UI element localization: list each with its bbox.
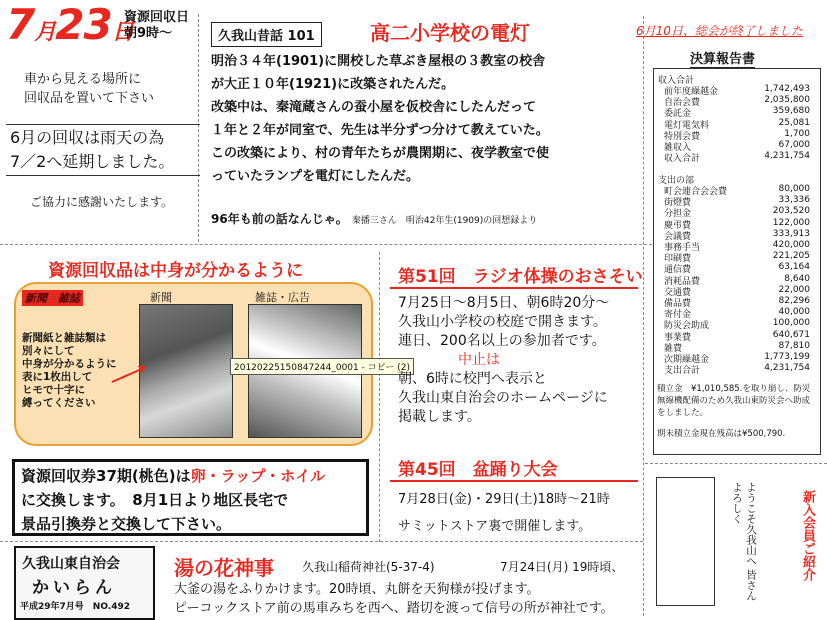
- finance-row-label: 自治会費: [664, 98, 701, 109]
- radio-body: [398, 294, 646, 427]
- finance-row-value: 203,520: [772, 206, 810, 217]
- divider-fin-bottom: [645, 463, 827, 464]
- finance-row-label: 雑費: [664, 343, 683, 354]
- finance-row-value: 221,205: [772, 251, 810, 262]
- bon-place: サミットストア裏で開催します。: [398, 519, 592, 534]
- finance-row: [664, 307, 814, 321]
- yu-line: ピーコックストア前の馬車みちを西へ、踏切を渡って信号の所が神社です。: [174, 601, 614, 616]
- divider-mid: [379, 252, 380, 542]
- finance-row-label: 印刷費: [664, 254, 692, 265]
- radio-line: 久我山東自治会のホームページに: [398, 390, 608, 406]
- finance-row-label: 委託金: [664, 109, 692, 120]
- story-credit: 秦播三さん 明治42年生(1909)の回想録より: [351, 216, 538, 226]
- finance-row-label: 次期繰越金: [664, 355, 710, 365]
- story-line: が大正１０年(1921)に改築されたんだ。: [211, 77, 455, 92]
- finance-row: [664, 206, 814, 220]
- divider-bottom: [0, 541, 643, 542]
- income-header: 収入合計: [658, 76, 695, 86]
- rain-note-line: 6月の回収は雨天の為: [10, 128, 165, 147]
- finance-row-label: 事務手当: [664, 243, 701, 253]
- story-line: 明治３４年(1901)に開校した草ぶき屋根の３教室の校舎: [211, 54, 546, 69]
- radio-rule: [390, 287, 638, 289]
- finance-row-value: 122,000: [772, 217, 810, 228]
- finance-row-label: 前年度繰越金: [664, 87, 719, 97]
- masthead-issue: 平成29年7月号 NO.492: [20, 602, 130, 612]
- member-message: ようこそ久我山へ 皆さんよろしく: [731, 482, 757, 601]
- arrow-icon: [110, 360, 150, 390]
- collection-date: [6, 0, 133, 49]
- finance-row-value: 8,640: [784, 273, 810, 284]
- yu-place: 久我山稲荷神社(5-37-4): [302, 560, 435, 574]
- finance-row-value: 67,000: [778, 140, 810, 150]
- date-month-suffix: 月: [34, 20, 56, 45]
- place-note-line: 回収品を置いて下さい: [24, 91, 155, 106]
- radio-line: 久我山小学校の校庭で開きます。: [398, 314, 607, 330]
- finance-row: [664, 352, 814, 363]
- yu-title: 湯の花神事: [174, 556, 274, 580]
- finance-balance: 期末積立金現在残高は¥500,790.: [657, 429, 786, 439]
- rain-postpone-note: [6, 124, 200, 176]
- label-newspaper: 新聞: [150, 291, 172, 304]
- yu-time: 7月24日(月) 19時頃、: [500, 560, 624, 574]
- finance-row: [664, 262, 814, 276]
- radio-line: 朝、6時に校門へ表示と: [398, 371, 547, 387]
- finance-row: [664, 274, 814, 285]
- instruction-line: ヒモで十字に: [22, 384, 85, 396]
- finance-row-value: 1,773,199: [764, 352, 810, 362]
- radio-title: 第51回 ラジオ体操のおさそい: [398, 267, 643, 287]
- finance-row: [664, 251, 814, 265]
- finance-row-value: 63,164: [778, 262, 810, 273]
- finance-row-label: 町会連合会会費: [664, 187, 728, 197]
- finance-row-value: 2,035,800: [764, 95, 810, 106]
- finance-row-value: 333,913: [772, 228, 810, 239]
- voucher-notice: [12, 459, 369, 536]
- place-note: [24, 70, 154, 108]
- masthead-name: 久我山東自治会: [22, 556, 120, 572]
- finance-row: [664, 229, 814, 240]
- finance-note: 積立金 ¥1,010,585.を取り崩し、防災無線機配備のため久我山東防災会へ助成をしました。: [657, 384, 811, 418]
- finance-row-value: 25,081: [778, 117, 810, 128]
- instruction-line: 縛ってください: [22, 397, 96, 409]
- finance-row-label: 通信費: [664, 265, 692, 276]
- bon-title: 第45回 盆踊り大会: [398, 460, 558, 480]
- finance-row-label: 分担金: [664, 209, 692, 220]
- finance-row: [664, 118, 814, 129]
- finance-row: [664, 106, 814, 120]
- voucher-line: 景品引換券と交換して下さい。: [21, 515, 232, 533]
- file-tooltip: 20120225150847244_0001 - コピー (2): [230, 358, 414, 375]
- thanks-note: ご協力に感謝いたします。: [30, 195, 174, 209]
- finance-row: [664, 84, 814, 95]
- finance-row: [664, 195, 814, 209]
- finance-row: [664, 151, 814, 165]
- newspaper-bundle-photo: [139, 304, 233, 438]
- finance-row: [664, 140, 814, 151]
- radio-cancel-heading: 中止は: [458, 352, 500, 368]
- collection-time: 朝9時～: [124, 26, 173, 41]
- finance-row: [664, 341, 814, 352]
- finance-row-value: 4,231,754: [764, 363, 810, 374]
- radio-line: 連日、200名以上の参加者です。: [398, 333, 606, 349]
- finance-row: [664, 218, 814, 229]
- finance-row: [664, 363, 814, 377]
- radio-line: 7月25日～8月5日、朝6時20分～: [398, 295, 610, 311]
- finance-row-value: 640,671: [772, 329, 810, 340]
- finance-row-value: 22,000: [778, 284, 810, 295]
- finance-title: 決算報告書: [690, 48, 755, 68]
- bon-date: 7月28日(金)・29日(土)18時～21時: [398, 492, 610, 507]
- finance-row-value: 1,742,493: [764, 84, 810, 94]
- voucher-line: に交換します。 8月1日より地区長宅で: [21, 491, 289, 509]
- finance-row: [664, 184, 814, 195]
- recycle-instructions: [22, 332, 117, 410]
- radio-line: 掲載します。: [398, 409, 481, 425]
- finance-row-value: 40,000: [778, 307, 810, 318]
- instruction-line: 表に1枚出して: [22, 371, 93, 383]
- finance-row-label: 寄付金: [664, 310, 692, 321]
- finance-row: [664, 318, 814, 332]
- date-day-suffix: 日: [111, 20, 133, 45]
- recycle-tag: 新聞・雑誌: [22, 290, 83, 306]
- finance-row-label: 事業費: [664, 332, 692, 343]
- story-closing: [211, 210, 537, 227]
- finance-row: [664, 296, 814, 307]
- divider-top: [0, 244, 652, 245]
- instruction-line: 新聞紙と雑誌類は: [22, 332, 106, 344]
- recycle-title: 資源回収品は中身が分かるように: [48, 261, 303, 281]
- finance-row: [664, 285, 814, 296]
- finance-row-value: 1,700: [784, 128, 810, 139]
- finance-row-label: 雑収入: [664, 143, 692, 153]
- meeting-note: 6月10日、総会が終了しました: [636, 24, 803, 38]
- finance-row-label: 収入合計: [664, 154, 701, 165]
- story-line: この改築により、村の青年たちが農閑期に、夜学教室で使: [211, 146, 550, 161]
- expense-header: 支出の部: [658, 176, 695, 186]
- member-photo-box: [656, 477, 715, 606]
- story-body: [211, 50, 621, 188]
- voucher-line: [21, 464, 360, 488]
- finance-row: [664, 129, 814, 140]
- rain-note-line: 7／2へ延期しました。: [10, 152, 175, 171]
- story-line: 改築中は、秦滝蔵さんの蚕小屋を仮校舎にしたんだって: [211, 100, 537, 115]
- member-title: 新入会員ご紹介: [800, 490, 815, 581]
- voucher-line1a: 資源回収券37期(桃色)は: [21, 467, 191, 485]
- finance-row-label: 慶弔費: [664, 220, 692, 231]
- finance-row-label: 会議費: [664, 231, 692, 242]
- finance-row-value: 82,296: [778, 296, 810, 306]
- story-series-tag: 久我山昔話 101: [211, 22, 322, 47]
- story-closing-text: 96年も前の話なんじゃ。: [211, 212, 348, 226]
- finance-row-label: 防災会助成: [664, 321, 710, 332]
- instruction-line: 中身が分かるように: [22, 358, 117, 370]
- finance-row-label: 街燈費: [664, 198, 692, 209]
- finance-row-label: 備品費: [664, 299, 692, 309]
- finance-row-label: 支出合計: [664, 366, 701, 377]
- finance-row-value: 80,000: [778, 184, 810, 194]
- story-title: 高二小学校の電灯: [370, 21, 530, 45]
- finance-row-label: 電灯電気料: [664, 120, 710, 131]
- finance-row-value: 100,000: [772, 318, 810, 329]
- masthead-title: かいらん: [32, 578, 116, 598]
- collection-title: 資源回収日: [124, 10, 190, 25]
- finance-row-value: 420,000: [772, 240, 810, 250]
- label-magazine: 雑誌・広告: [255, 291, 310, 304]
- instruction-line: 別々にして: [22, 345, 75, 357]
- voucher-items: 卵・ラップ・ホイル: [190, 467, 326, 485]
- finance-row-value: 4,231,754: [764, 151, 810, 162]
- finance-row-value: 359,680: [772, 106, 810, 117]
- yu-line: 大釜の湯をふりかけます。20時頃、丸餅を天狗様が投げます。: [174, 582, 540, 597]
- date-day: 23: [55, 0, 112, 49]
- place-note-line: 車から見える場所に: [24, 72, 142, 87]
- finance-row-label: 特別会費: [664, 131, 701, 142]
- story-line: っていたランプを電灯にしたんだ。: [211, 169, 420, 184]
- finance-row-value: 33,336: [778, 195, 810, 206]
- finance-row-label: 消耗品費: [664, 276, 701, 287]
- date-month: 7: [6, 0, 35, 49]
- finance-row-label: 交通費: [664, 287, 692, 298]
- bon-rule: [390, 480, 638, 482]
- finance-row-value: 87,810: [778, 340, 810, 351]
- story-line: １年と２年が同室で、先生は半分ずつ分けて教えていた。: [211, 123, 549, 138]
- finance-row: [664, 95, 814, 109]
- finance-row: [664, 330, 814, 341]
- finance-row: [664, 240, 814, 251]
